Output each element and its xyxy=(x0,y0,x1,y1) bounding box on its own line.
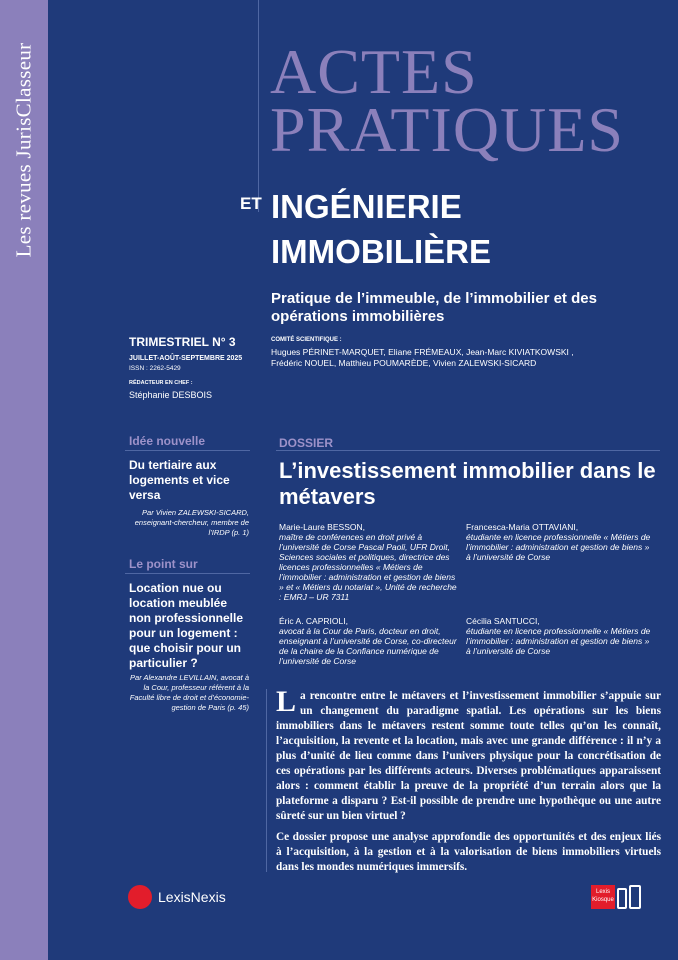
issue-number: TRIMESTRIEL N° 3 xyxy=(129,335,236,349)
spine-band xyxy=(0,0,48,960)
phone-icon xyxy=(617,888,627,909)
lexisnexis-icon xyxy=(128,885,152,909)
author-name: Éric A. CAPRIOLI, xyxy=(279,616,348,626)
committee-label: COMITÉ SCIENTIFIQUE : xyxy=(271,337,342,343)
section-credit-idee: Par Vivien ZALEWSKI-SICARD, enseignant-chercheur, membre de l’IRDP (p. 1) xyxy=(134,508,249,537)
header-divider xyxy=(258,0,259,212)
section-title-idee[interactable]: Du tertiaire aux logements et vice versa xyxy=(129,458,230,502)
author-block xyxy=(466,616,656,656)
section-heading-idee: Idée nouvelle xyxy=(129,434,206,448)
author-name: Francesca-Maria OTTAVIANI, xyxy=(466,522,579,532)
journal-title-et: ET xyxy=(240,194,262,213)
journal-subtitle-line1: INGÉNIERIE xyxy=(271,188,462,225)
author-name: Cécilia SANTUCCI, xyxy=(466,616,540,626)
committee-members: Hugues PÉRINET-MARQUET, Eliane FRÉMEAUX, Jean-Marc KIVIATKOWSKI , Frédéric NOUEL, Matthieu POUMARÈDE, Vivien ZALEWSKI-SICARD xyxy=(271,347,574,368)
author-name: Marie-Laure BESSON, xyxy=(279,522,365,532)
author-block xyxy=(466,522,656,562)
publisher-name: LexisNexis xyxy=(158,889,226,905)
section-title-point[interactable]: Location nue ou location meublée non professionnelle pour un logement : que choisir pour un particulier ? xyxy=(129,581,244,670)
section-divider xyxy=(125,573,250,574)
dossier-label: DOSSIER xyxy=(279,436,334,450)
author-affiliation: étudiante en licence professionnelle « Métiers de l’immobilier : administration et gestion de biens » à l’université de Corse xyxy=(466,532,651,562)
author-block xyxy=(279,616,459,666)
intro-bracket xyxy=(266,689,267,872)
intro-paragraph-2: Ce dossier propose une analyse approfondie des opportunités et des enjeux liés à l’acquisition, à la gestion et à la valorisation de biens immobiliers virtuels dans les mondes numériques immersifs. xyxy=(276,831,661,873)
editor-label: RÉDACTEUR EN CHEF : xyxy=(129,380,193,386)
journal-tagline: Pratique de l’immeuble, de l’immobilier et des opérations immobilières xyxy=(271,290,597,325)
journal-title-line1: ACTES xyxy=(270,36,478,107)
author-affiliation: étudiante en licence professionnelle « Métiers de l’immobilier : administration et gestion de biens » à l’université de Corse xyxy=(466,626,651,656)
dossier-divider xyxy=(276,450,660,451)
section-heading-point: Le point sur xyxy=(129,557,198,571)
drop-cap: L xyxy=(276,685,297,718)
editor-name: Stéphanie DESBOIS xyxy=(129,390,213,400)
kiosque-line2: Kiosque xyxy=(592,897,614,903)
kiosque-badge xyxy=(591,885,615,909)
dossier-title[interactable]: L’investissement immobilier dans le métavers xyxy=(279,458,656,509)
section-credit-point: Par Alexandre LEVILLAIN, avocat à la Cour, professeur référent à la Faculté libre de droit et d’économie-gestion de Paris (p. 45) xyxy=(129,673,249,712)
kiosque-line1: Lexis xyxy=(595,889,610,895)
dossier-intro xyxy=(276,685,661,875)
spine-title: Les revues JurisClasseur xyxy=(11,42,36,258)
issn: ISSN : 2262-5429 xyxy=(129,365,181,372)
section-divider xyxy=(125,450,250,451)
issue-date: JUILLET-AOÛT-SEPTEMBRE 2025 xyxy=(129,355,243,362)
intro-paragraph-1 xyxy=(276,685,661,824)
journal-title-line2: PRATIQUES xyxy=(270,94,624,165)
author-affiliation: maître de conférences en droit privé à l’université de Corse Pascal Paoli, UFR Droit, Sciences sociales et politiques, directrice des licences professionnelles « Métiers de l’immobilier : administration et gestion de biens » et « Métiers du notariat », Unité de recherche : EMRJ – UR 7311 xyxy=(279,532,457,602)
author-block xyxy=(279,522,459,602)
journal-subtitle-line2: IMMOBILIÈRE xyxy=(271,233,491,270)
tablet-icon xyxy=(629,885,641,909)
intro-paragraph-1-text: a rencontre entre le métavers et l’investissement immobilier s’appuie sur un changement du paradigme spatial. Les opérations sur les biens immobiliers dans le métavers restent somme toute telles qu’on les connaît, l’acquisition, la revente et la location, mais avec une grande différence : il n’y a plus d’unité de lieu comme dans l’univers physique pour la concrétisation de ces opérations par les différents acteurs. Diverses problématiques apparaissent alors : comment établir la preuve de la propriété d’un terrain alors que la plateforme a disparu ? Est-il possible de prendre une hypothèque ou une autre sûreté sur un bien virtuel ? xyxy=(276,690,661,822)
author-affiliation: avocat à la Cour de Paris, docteur en droit, enseignant à l’université de Corse, co-directeur de la chaire de la Confiance numérique de l’université de Corse xyxy=(279,626,457,666)
